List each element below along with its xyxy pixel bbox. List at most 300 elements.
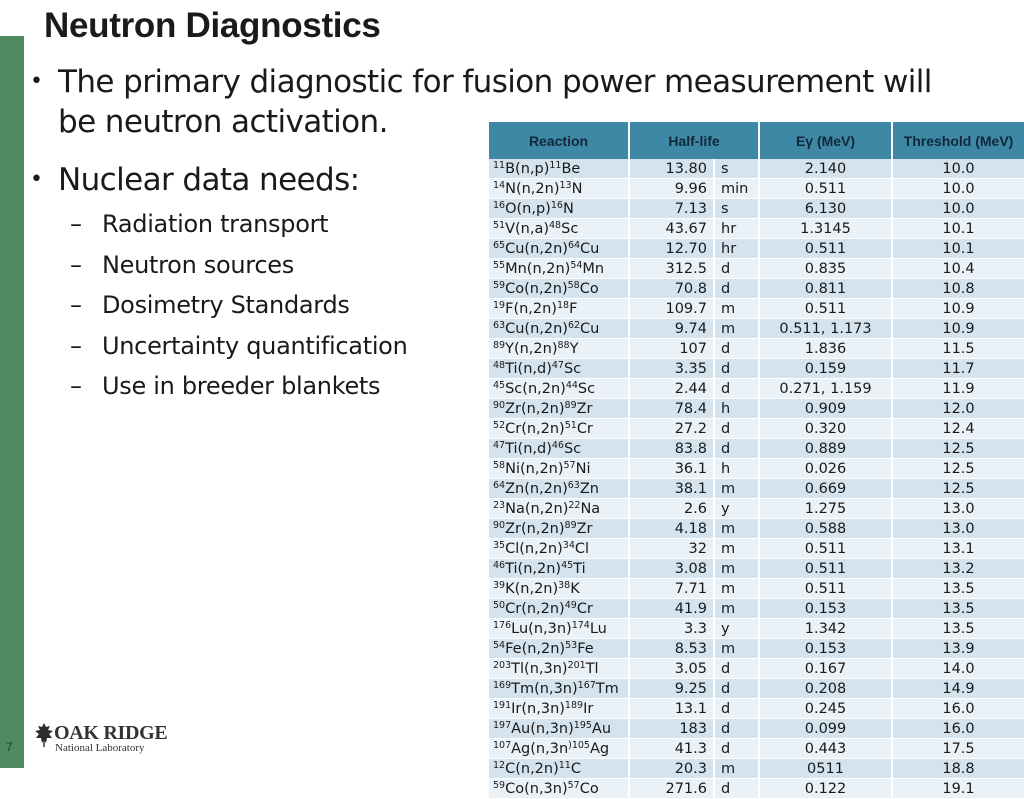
target-mass-number: 54 xyxy=(493,639,506,651)
target-element: Zr xyxy=(505,520,521,537)
product-element: Tl xyxy=(585,660,599,677)
product-mass-number: 53 xyxy=(565,639,578,651)
cell-gamma-energy: 0511 xyxy=(759,759,892,779)
table-row xyxy=(489,339,1024,359)
reaction-channel: (n,2n) xyxy=(521,400,565,417)
product-element: N xyxy=(571,180,583,197)
cell-gamma-energy: 0.153 xyxy=(759,639,892,659)
product-element: Sc xyxy=(563,360,582,377)
cell-reaction xyxy=(489,659,629,679)
cell-reaction xyxy=(489,759,629,779)
product-mass-number: 49 xyxy=(564,599,577,611)
table-row xyxy=(489,559,1024,579)
table-row xyxy=(489,599,1024,619)
cell-half-life: 7.71 xyxy=(629,579,714,599)
bullet-dot: • xyxy=(30,69,43,94)
product-element: Ag xyxy=(589,740,610,757)
target-element: Ti xyxy=(505,440,518,457)
cell-gamma-energy: 0.026 xyxy=(759,459,892,479)
target-mass-number: 59 xyxy=(493,779,506,791)
cell-gamma-energy: 0.588 xyxy=(759,519,892,539)
reaction-channel: (n,2n) xyxy=(521,520,565,537)
target-element: Cr xyxy=(505,420,522,437)
product-mass-number: 89 xyxy=(564,399,577,411)
cell-gamma-energy: 0.320 xyxy=(759,419,892,439)
cell-half-life-unit: s xyxy=(714,199,759,219)
target-mass-number: 89 xyxy=(493,339,506,351)
cell-reaction xyxy=(489,639,629,659)
product-mass-number: 54 xyxy=(570,259,583,271)
cell-threshold: 12.5 xyxy=(892,479,1024,499)
target-element: Tm xyxy=(511,680,535,697)
cell-threshold: 10.9 xyxy=(892,299,1024,319)
target-mass-number: 203 xyxy=(493,659,512,671)
target-element: C xyxy=(505,760,516,777)
table-row xyxy=(489,419,1024,439)
cell-gamma-energy: 1.3145 xyxy=(759,219,892,239)
cell-half-life: 9.96 xyxy=(629,179,714,199)
target-mass-number: 58 xyxy=(493,459,506,471)
cell-half-life-unit: h xyxy=(714,459,759,479)
reaction-channel: (n,2n) xyxy=(513,300,557,317)
bullet-dot: • xyxy=(30,167,43,192)
table-row xyxy=(489,279,1024,299)
product-mass-number: 58 xyxy=(567,279,580,291)
target-element: Ni xyxy=(505,460,520,477)
cell-gamma-energy: 0.909 xyxy=(759,399,892,419)
cell-threshold: 10.9 xyxy=(892,319,1024,339)
product-element: C xyxy=(570,760,581,777)
cell-threshold: 13.5 xyxy=(892,619,1024,639)
target-element: Cl xyxy=(505,540,520,557)
cell-reaction xyxy=(489,199,629,219)
cell-reaction xyxy=(489,159,629,179)
cell-half-life-unit: d xyxy=(714,359,759,379)
cell-half-life-unit: d xyxy=(714,699,759,719)
product-mass-number: 64 xyxy=(567,239,581,251)
table-row xyxy=(489,739,1024,759)
cell-threshold: 14.0 xyxy=(892,659,1024,679)
cell-half-life-unit: y xyxy=(714,619,759,639)
cell-half-life: 43.67 xyxy=(629,219,714,239)
cell-half-life-unit: d xyxy=(714,659,759,679)
product-mass-number: 45 xyxy=(561,559,574,571)
product-element: Lu xyxy=(589,620,607,637)
product-element: Ir xyxy=(583,700,594,717)
product-mass-number: 167 xyxy=(577,679,596,691)
cell-half-life-unit: d xyxy=(714,279,759,299)
cell-half-life: 13.1 xyxy=(629,699,714,719)
cell-gamma-energy: 1.342 xyxy=(759,619,892,639)
cell-reaction xyxy=(489,359,629,379)
target-element: Ir xyxy=(511,700,522,717)
reaction-channel: (n,2n) xyxy=(519,540,563,557)
cell-threshold: 10.1 xyxy=(892,239,1024,259)
cell-threshold: 13.2 xyxy=(892,559,1024,579)
table-row xyxy=(489,699,1024,719)
cell-reaction xyxy=(489,239,629,259)
cell-threshold: 13.0 xyxy=(892,499,1024,519)
cell-gamma-energy: 0.811 xyxy=(759,279,892,299)
cell-half-life: 36.1 xyxy=(629,459,714,479)
target-element: K xyxy=(505,580,515,597)
cell-threshold: 13.9 xyxy=(892,639,1024,659)
sub-bullet-dash: – xyxy=(70,372,82,400)
cell-half-life-unit: d xyxy=(714,419,759,439)
cell-half-life-unit: s xyxy=(714,159,759,179)
cell-half-life: 271.6 xyxy=(629,779,714,799)
product-mass-number: 47 xyxy=(551,359,564,371)
cell-half-life: 3.08 xyxy=(629,559,714,579)
product-mass-number: 16 xyxy=(550,199,563,211)
bullet-primary-diagnostic: The primary diagnostic for fusion power measurement will be neutron activation. xyxy=(58,64,932,140)
cell-half-life: 9.74 xyxy=(629,319,714,339)
cell-half-life: 83.8 xyxy=(629,439,714,459)
cell-threshold: 11.7 xyxy=(892,359,1024,379)
target-element: Cu xyxy=(505,240,525,257)
target-mass-number: 45 xyxy=(493,379,506,391)
table-row xyxy=(489,159,1024,179)
cell-half-life-unit: y xyxy=(714,499,759,519)
target-mass-number: 107 xyxy=(493,739,512,751)
reaction-channel: (n,3n) xyxy=(524,780,568,797)
product-mass-number: )105 xyxy=(568,739,590,751)
table-header-row xyxy=(489,122,1024,159)
target-element: N xyxy=(505,180,516,197)
product-mass-number: 88 xyxy=(557,339,570,351)
cell-half-life-unit: m xyxy=(714,539,759,559)
target-mass-number: 90 xyxy=(493,399,506,411)
target-element: Cu xyxy=(505,320,525,337)
target-mass-number: 39 xyxy=(493,579,506,591)
product-mass-number: 34 xyxy=(562,539,575,551)
target-mass-number: 65 xyxy=(493,239,506,251)
sub-bullet-neutron-sources: Neutron sources xyxy=(102,251,294,279)
target-element: Lu xyxy=(511,620,529,637)
cell-half-life: 41.3 xyxy=(629,739,714,759)
cell-gamma-energy: 6.130 xyxy=(759,199,892,219)
cell-half-life-unit: m xyxy=(714,519,759,539)
table-row xyxy=(489,239,1024,259)
cell-gamma-energy: 0.443 xyxy=(759,739,892,759)
cell-gamma-energy: 0.099 xyxy=(759,719,892,739)
cell-gamma-energy: 1.275 xyxy=(759,499,892,519)
cell-half-life: 32 xyxy=(629,539,714,559)
product-mass-number: 11 xyxy=(549,159,562,171)
table-row xyxy=(489,399,1024,419)
cell-reaction xyxy=(489,319,629,339)
product-element: Tm xyxy=(595,680,619,697)
reaction-channel: (n,2n) xyxy=(524,500,569,517)
cell-threshold: 12.5 xyxy=(892,439,1024,459)
cell-threshold: 18.8 xyxy=(892,759,1024,779)
cell-half-life: 13.80 xyxy=(629,159,714,179)
cell-half-life: 78.4 xyxy=(629,399,714,419)
sub-bullet-dash: – xyxy=(70,332,82,360)
table-row xyxy=(489,759,1024,779)
cell-reaction xyxy=(489,299,629,319)
target-mass-number: 48 xyxy=(493,359,506,371)
product-element: Mn xyxy=(582,260,605,277)
product-element: Sc xyxy=(563,440,582,457)
reaction-channel: (n,3n) xyxy=(524,660,568,677)
cell-half-life-unit: hr xyxy=(714,239,759,259)
target-element: Mn xyxy=(505,260,527,277)
cell-gamma-energy: 0.511 xyxy=(759,579,892,599)
cell-half-life-unit: m xyxy=(714,299,759,319)
cell-reaction xyxy=(489,559,629,579)
reaction-channel: (n,3n xyxy=(530,740,569,757)
cell-threshold: 14.9 xyxy=(892,679,1024,699)
product-mass-number: 57 xyxy=(567,779,580,791)
cell-half-life: 4.18 xyxy=(629,519,714,539)
cell-reaction xyxy=(489,679,629,699)
table-row xyxy=(489,519,1024,539)
target-element: Zr xyxy=(505,400,521,417)
cell-half-life: 109.7 xyxy=(629,299,714,319)
cell-gamma-energy: 0.669 xyxy=(759,479,892,499)
table-row xyxy=(489,619,1024,639)
table-row xyxy=(489,719,1024,739)
cell-half-life-unit: d xyxy=(714,259,759,279)
cell-half-life-unit: d xyxy=(714,779,759,799)
cell-gamma-energy: 0.511 xyxy=(759,239,892,259)
target-mass-number: 63 xyxy=(493,319,506,331)
product-mass-number: 11 xyxy=(558,759,571,771)
reaction-channel: (n,2n) xyxy=(521,420,565,437)
product-element: F xyxy=(569,300,578,317)
cell-reaction xyxy=(489,339,629,359)
cell-half-life-unit: hr xyxy=(714,219,759,239)
cell-reaction xyxy=(489,619,629,639)
table-row xyxy=(489,299,1024,319)
side-accent-bar xyxy=(0,36,24,768)
cell-half-life: 312.5 xyxy=(629,259,714,279)
product-element: Cl xyxy=(574,540,590,557)
cell-half-life-unit: m xyxy=(714,759,759,779)
cell-gamma-energy: 0.511 xyxy=(759,539,892,559)
target-mass-number: 59 xyxy=(493,279,506,291)
target-mass-number: 16 xyxy=(493,199,506,211)
page-number: 7 xyxy=(6,740,13,754)
cell-reaction xyxy=(489,459,629,479)
product-mass-number: 63 xyxy=(567,479,580,491)
reaction-channel: (n,2n) xyxy=(514,580,559,597)
product-mass-number: 13 xyxy=(559,179,572,191)
cell-threshold: 10.4 xyxy=(892,259,1024,279)
cell-reaction xyxy=(489,439,629,459)
product-mass-number: 201 xyxy=(567,659,586,671)
cell-threshold: 10.0 xyxy=(892,179,1024,199)
reaction-channel: (n,2n) xyxy=(522,380,566,397)
header-energy: Eγ (MeV) xyxy=(759,122,892,159)
cell-reaction xyxy=(489,599,629,619)
cell-reaction xyxy=(489,519,629,539)
table-row xyxy=(489,459,1024,479)
table-row xyxy=(489,779,1024,799)
cell-half-life: 9.25 xyxy=(629,679,714,699)
header-reaction: Reaction xyxy=(489,122,629,159)
target-mass-number: 191 xyxy=(493,699,512,711)
cell-gamma-energy: 0.122 xyxy=(759,779,892,799)
cell-half-life: 41.9 xyxy=(629,599,714,619)
cell-half-life: 183 xyxy=(629,719,714,739)
reaction-channel: (n,2n) xyxy=(521,640,566,657)
cell-threshold: 10.1 xyxy=(892,219,1024,239)
target-mass-number: 51 xyxy=(493,219,506,231)
target-element: Cr xyxy=(505,600,522,617)
table-row xyxy=(489,359,1024,379)
cell-reaction xyxy=(489,539,629,559)
product-element: Cu xyxy=(580,320,600,337)
product-element: Y xyxy=(569,340,579,357)
product-element: Ti xyxy=(573,560,586,577)
cell-half-life-unit: d xyxy=(714,339,759,359)
sub-bullet-breeder-blankets: Use in breeder blankets xyxy=(102,372,381,400)
cell-reaction xyxy=(489,699,629,719)
product-element: Co xyxy=(579,280,599,297)
sub-bullet-dash: – xyxy=(70,210,82,238)
cell-half-life: 7.13 xyxy=(629,199,714,219)
cell-gamma-energy: 0.835 xyxy=(759,259,892,279)
product-element: K xyxy=(570,580,580,597)
cell-half-life-unit: d xyxy=(714,739,759,759)
target-element: Fe xyxy=(505,640,522,657)
reaction-channel: (n,p) xyxy=(516,200,551,217)
target-element: Sc xyxy=(505,380,523,397)
product-element: Fe xyxy=(577,640,594,657)
target-mass-number: 46 xyxy=(493,559,506,571)
product-mass-number: 174 xyxy=(571,619,590,631)
table-row xyxy=(489,499,1024,519)
cell-threshold: 12.4 xyxy=(892,419,1024,439)
target-element: B xyxy=(505,160,516,177)
cell-threshold: 10.0 xyxy=(892,159,1024,179)
cell-threshold: 13.5 xyxy=(892,599,1024,619)
cell-half-life: 2.6 xyxy=(629,499,714,519)
target-element: O xyxy=(505,200,517,217)
target-mass-number: 169 xyxy=(493,679,512,691)
cell-gamma-energy: 0.511 xyxy=(759,179,892,199)
reaction-channel: (n,2n) xyxy=(524,480,568,497)
reaction-channel: (n,2n) xyxy=(524,320,568,337)
cell-gamma-energy: 0.889 xyxy=(759,439,892,459)
target-mass-number: 52 xyxy=(493,419,506,431)
cell-half-life: 3.05 xyxy=(629,659,714,679)
target-mass-number: 47 xyxy=(493,439,506,451)
cell-half-life-unit: h xyxy=(714,399,759,419)
target-mass-number: 55 xyxy=(493,259,506,271)
slide-title: Neutron Diagnostics xyxy=(44,6,381,45)
cell-threshold: 12.0 xyxy=(892,399,1024,419)
cell-threshold: 11.5 xyxy=(892,339,1024,359)
table-row xyxy=(489,259,1024,279)
cell-gamma-energy: 1.836 xyxy=(759,339,892,359)
target-mass-number: 90 xyxy=(493,519,506,531)
reaction-channel: (n,2n) xyxy=(515,760,559,777)
cell-reaction xyxy=(489,719,629,739)
cell-half-life: 107 xyxy=(629,339,714,359)
sub-bullet-uncertainty: Uncertainty quantification xyxy=(102,332,408,360)
product-element: Sc xyxy=(561,220,579,237)
cell-threshold: 13.0 xyxy=(892,519,1024,539)
cell-reaction xyxy=(489,399,629,419)
table-row xyxy=(489,659,1024,679)
product-mass-number: 48 xyxy=(549,219,562,231)
cell-gamma-energy: 0.271, 1.159 xyxy=(759,379,892,399)
cell-reaction xyxy=(489,279,629,299)
header-threshold: Threshold (MeV) xyxy=(892,122,1024,159)
table-row xyxy=(489,439,1024,459)
product-element: Cr xyxy=(576,600,593,617)
cell-gamma-energy: 0.167 xyxy=(759,659,892,679)
reaction-channel: (n,2n) xyxy=(524,280,568,297)
target-mass-number: 35 xyxy=(493,539,506,551)
target-element: Co xyxy=(505,280,525,297)
reaction-channel: (n,3n) xyxy=(521,700,565,717)
cell-threshold: 16.0 xyxy=(892,719,1024,739)
cell-gamma-energy: 0.153 xyxy=(759,599,892,619)
target-element: Na xyxy=(505,500,525,517)
cell-half-life: 70.8 xyxy=(629,279,714,299)
product-mass-number: 38 xyxy=(558,579,571,591)
target-mass-number: 64 xyxy=(493,479,506,491)
target-element: Au xyxy=(511,720,531,737)
cell-threshold: 11.9 xyxy=(892,379,1024,399)
product-element: Zr xyxy=(576,520,593,537)
sub-bullet-dash: – xyxy=(70,251,82,279)
reaction-channel: (n,2n) xyxy=(513,340,558,357)
logo-name: OAK RIDGE xyxy=(54,722,168,744)
cell-half-life-unit: m xyxy=(714,479,759,499)
reaction-channel: (n,a) xyxy=(515,220,550,237)
cell-half-life: 8.53 xyxy=(629,639,714,659)
reaction-channel: (n,2n) xyxy=(517,560,562,577)
cell-threshold: 10.0 xyxy=(892,199,1024,219)
cell-half-life-unit: m xyxy=(714,599,759,619)
cell-reaction xyxy=(489,479,629,499)
header-half-life: Half-life xyxy=(629,122,759,159)
product-element: N xyxy=(562,200,574,217)
target-element: Y xyxy=(505,340,514,357)
cell-half-life-unit: d xyxy=(714,439,759,459)
reaction-channel: (n,2n) xyxy=(524,240,568,257)
cell-gamma-energy: 0.208 xyxy=(759,679,892,699)
table-row xyxy=(489,179,1024,199)
cell-reaction xyxy=(489,419,629,439)
product-mass-number: 46 xyxy=(551,439,564,451)
table-row xyxy=(489,539,1024,559)
cell-half-life-unit: m xyxy=(714,559,759,579)
reaction-channel: (n,2n) xyxy=(526,260,571,277)
product-mass-number: 18 xyxy=(556,299,570,311)
cell-reaction xyxy=(489,179,629,199)
target-element: Ti xyxy=(505,560,518,577)
table-row xyxy=(489,679,1024,699)
reaction-table xyxy=(489,122,1024,799)
reaction-channel: (n,3n) xyxy=(530,720,574,737)
oak-leaf-icon xyxy=(33,722,55,748)
product-element: Ni xyxy=(575,460,591,477)
cell-gamma-energy: 2.140 xyxy=(759,159,892,179)
target-mass-number: 19 xyxy=(493,299,506,311)
cell-threshold: 12.5 xyxy=(892,459,1024,479)
product-mass-number: 22 xyxy=(568,499,581,511)
cell-half-life-unit: m xyxy=(714,319,759,339)
reaction-channel: (n,d) xyxy=(517,360,552,377)
reaction-channel: (n,3n) xyxy=(534,680,578,697)
table-row xyxy=(489,319,1024,339)
